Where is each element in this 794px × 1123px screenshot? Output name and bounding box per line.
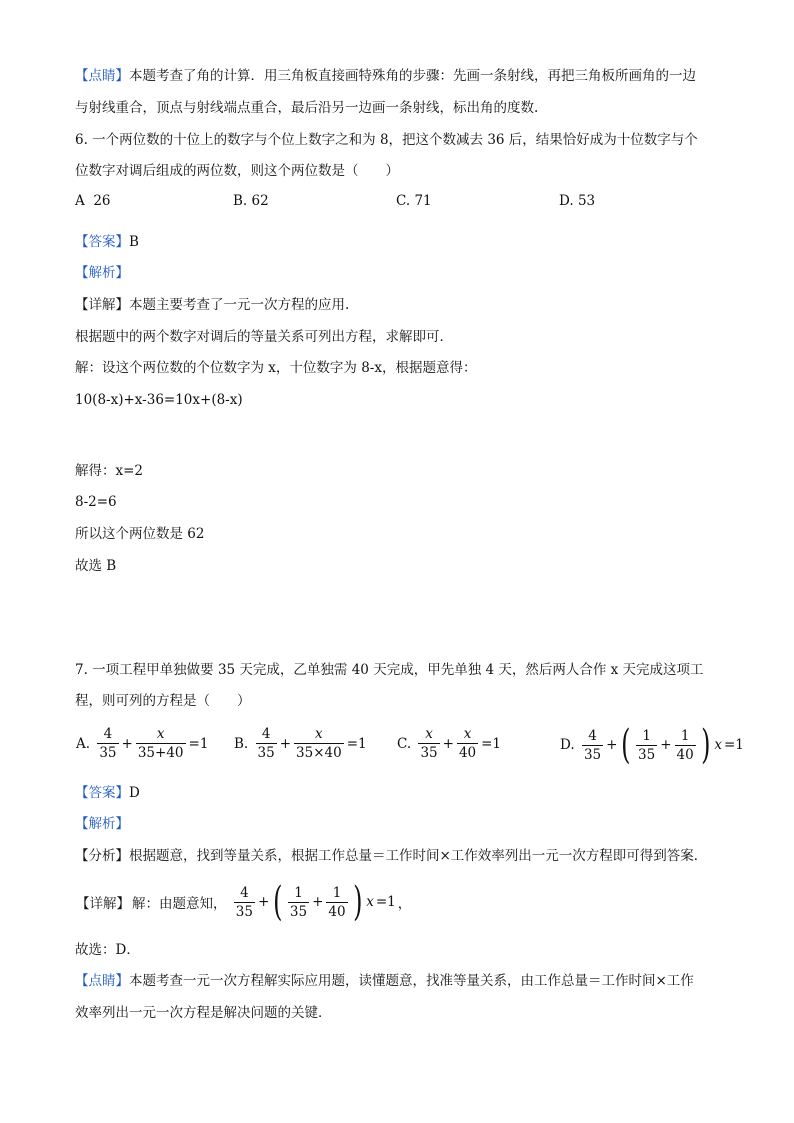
option-label: D. <box>559 193 574 209</box>
fraction: $\frac{x}{35\times 40}$ <box>296 726 342 761</box>
q6-stem-line2: 位数字对调后组成的两位数，则这个两位数是（ ） <box>75 163 399 179</box>
prev-note-line1 <box>75 66 696 86</box>
note-tag: 【点睛】 <box>75 973 129 989</box>
fraction: $\frac{4}{35}$ <box>99 726 117 761</box>
q6-detail <box>75 295 349 315</box>
q7-detail: 【详解】 解：由题意知， $\frac{4}{35}$ + ( $\frac{1}{35}$ + $\frac{1}{40}$ ) x =1 ， <box>76 879 412 925</box>
fraction: $\frac{1}{35}$ <box>638 727 656 763</box>
fenxi-tag: 【分析】 <box>75 848 129 864</box>
fraction: $\frac{1}{40}$ <box>676 727 694 763</box>
q7-option-d: D. $\frac{4}{35}$ + ( $\frac{1}{35}$ + $\frac{1}{40}$ ) x =1 <box>560 722 744 768</box>
q7-note-line2: 效率列出一元一次方程是解决问题的关键． <box>75 1005 332 1021</box>
note-text: 本题考查了角的计算．用三角板直接画特殊角的步骤：先画一条射线，再把三角板所画角的一边 <box>129 68 696 84</box>
q6-option-c <box>396 191 432 211</box>
option-label: D. <box>560 737 575 753</box>
fraction: $\frac{1}{35}$ <box>289 884 308 920</box>
q6-option-d <box>559 191 595 211</box>
answer-value: B <box>129 234 139 250</box>
q6-equation: 10(8-x)+x-36=10x+(8-x) <box>75 392 243 408</box>
note-tag: 【点睛】 <box>75 68 129 84</box>
option-text: 71 <box>414 193 432 209</box>
detail-text: 解：由题意知， <box>132 896 227 912</box>
fraction: $\frac{x}{35}$ <box>420 726 438 761</box>
q7-stem-line2: 程，则可列的方程是（ ） <box>75 693 251 709</box>
answer-tag: 【答案】 <box>75 785 129 801</box>
q6-option-a <box>75 191 111 211</box>
q7-analysis-tag: 【解析】 <box>75 816 129 832</box>
fraction: $\frac{1}{40}$ <box>328 884 346 920</box>
answer-value: D <box>129 785 140 801</box>
option-text: 62 <box>251 193 269 209</box>
q6-calc: 8-2=6 <box>75 494 117 510</box>
option-label: A. <box>76 735 91 752</box>
q7-answer <box>75 783 140 803</box>
q7-option-c: C. $\frac{x}{35}$ + $\frac{x}{40}$ =1 <box>397 726 502 761</box>
prev-note-line2: 与射线重合，顶点与射线端点重合，最后沿另一边画一条射线，标出角的度数. <box>75 100 539 116</box>
option-label: B. <box>233 193 248 209</box>
option-label: B. <box>234 735 249 752</box>
q6-result: 所以这个两位数是 62 <box>75 526 205 542</box>
option-text: 26 <box>93 193 111 209</box>
detail-text: 本题主要考查了一元一次方程的应用. <box>129 297 350 313</box>
q7-stem-line1: 7. 一项工程甲单独做要 35 天完成，乙单独需 40 天完成，甲先单独 4 天，然后两人合作 x 天完成这项工 <box>75 662 704 678</box>
fraction: $\frac{x}{40}$ <box>458 726 477 761</box>
fraction: $\frac{x}{35+40}$ <box>137 726 184 761</box>
fraction: $\frac{4}{35}$ <box>583 727 602 763</box>
q6-stem-line1: 6. 一个两位数的十位上的数字与个位上数字之和为 8，把这个数减去 36 后，结果恰好成为十位数字与个 <box>75 132 698 148</box>
option-label: C. <box>397 735 412 752</box>
note-text: 本题考查一元一次方程解实际应用题，读懂题意，找准等量关系，由工作总量＝工作时间×工作 <box>129 973 694 989</box>
option-text: 53 <box>577 193 596 209</box>
q6-method: 根据题中的两个数字对调后的等量关系可列出方程，求解即可． <box>75 329 453 345</box>
q6-solve: 解得：x=2 <box>75 463 144 479</box>
fenxi-text: 根据题意，找到等量关系，根据工作总量＝工作时间×工作效率列出一元一次方程即可得到答案． <box>129 848 708 864</box>
q6-answer <box>75 232 139 252</box>
q7-choice: 故选：D． <box>75 942 140 958</box>
q6-setup: 解：设这个两位数的个位数字为 x，十位数字为 8-x，根据题意得： <box>75 360 477 376</box>
fraction: $\frac{4}{35}$ <box>235 884 253 920</box>
detail-tag: 【详解】 <box>76 896 130 912</box>
option-label: A <box>75 193 85 209</box>
q7-fenxi <box>75 846 707 866</box>
answer-tag: 【答案】 <box>75 234 129 250</box>
q6-choice: 故选 B <box>75 558 117 574</box>
option-label: C. <box>396 193 411 209</box>
q6-analysis-tag: 【解析】 <box>75 265 129 281</box>
q7-note-line1 <box>75 971 694 991</box>
q6-option-b <box>233 191 269 211</box>
q7-option-a: A. $\frac{4}{35}$ + $\frac{x}{35+40}$ =1 <box>76 726 209 761</box>
q7-option-b: B. $\frac{4}{35}$ + $\frac{x}{35\times 40}$ =1 <box>234 726 367 761</box>
detail-tag: 【详解】 <box>75 297 129 313</box>
fraction: $\frac{4}{35}$ <box>257 726 275 761</box>
